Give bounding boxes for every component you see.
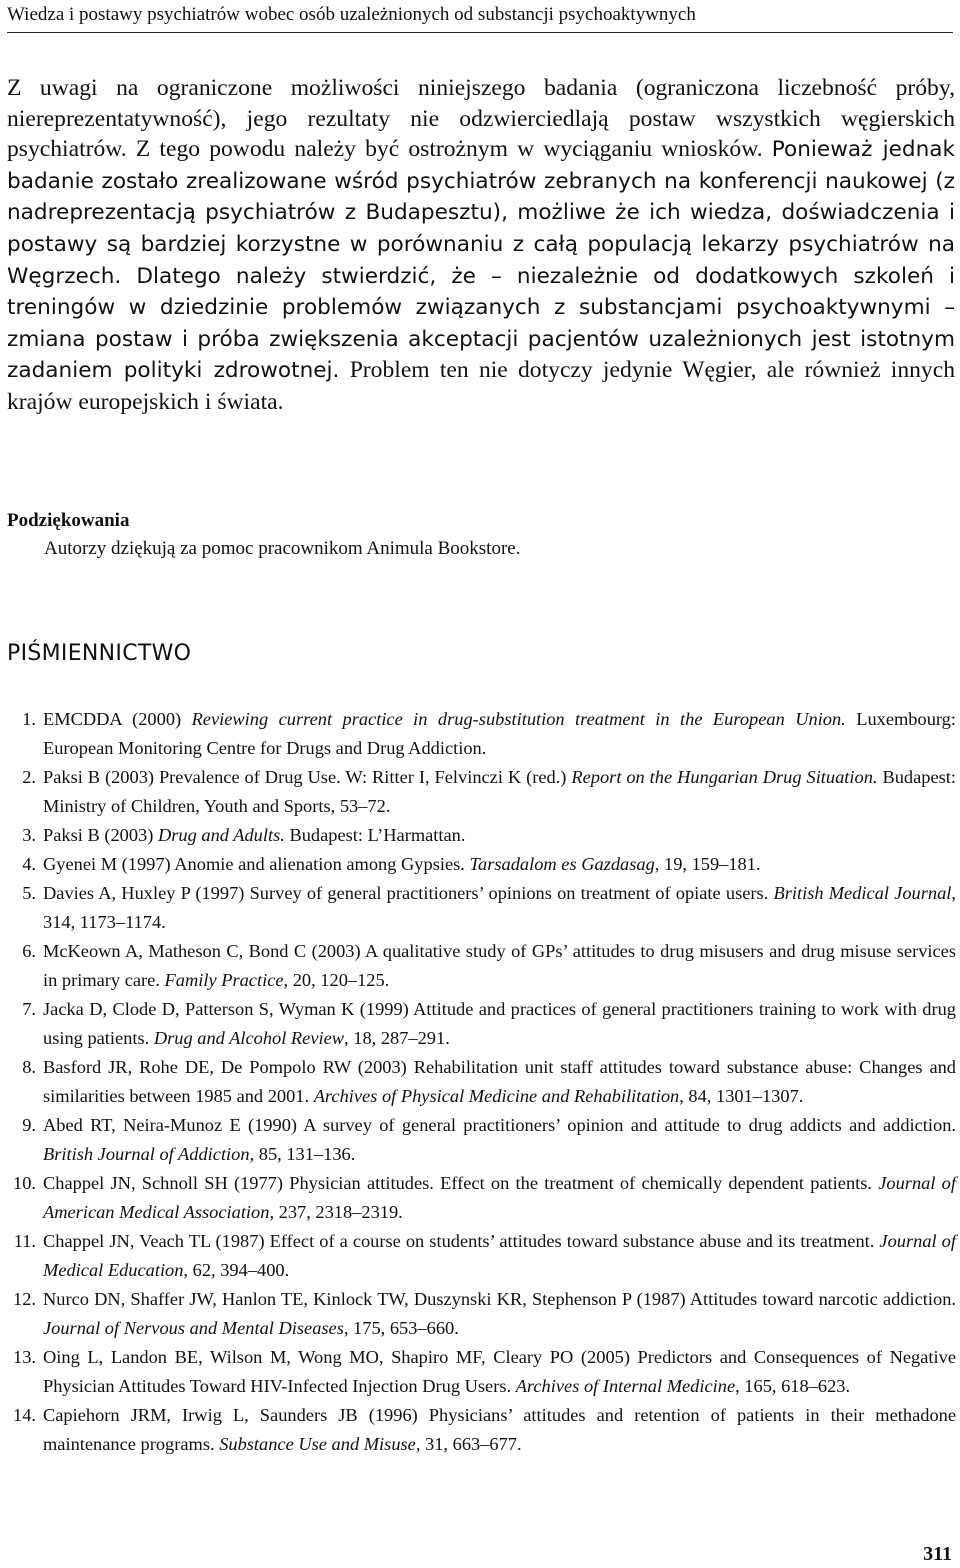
reference-title: Substance Use and Misuse (219, 1434, 416, 1454)
reference-title: Drug and Adults. (157, 825, 285, 845)
paragraph-text-sans: Ponieważ jednak badanie zostało zrealizowane wśród psychiatrów zebranych na konferencji naukowej (z nadreprezentacją psychiatrów z Budapesztu), możliwe że ich wiedza, doświadczenia i postawy są bardziej korzystne w porównaniu z całą populacją lekarzy psychiatrów na Węgrzech. Dlatego należy stwierdzić, że – niezależnie od dodatkowych szkoleń i treningów w dziedzinie problemów związanych z substancjami psychoaktywnymi – zmiana postaw i próba zwiększenia akceptacji pacjentów uzależnionych jest istotnym zadaniem polityki zdrowotnej. (7, 137, 955, 384)
reference-details: Luxembourg: European Monitoring Centre for Drugs and Drug Addiction. (43, 709, 956, 758)
reference-item (0, 937, 956, 995)
reference-text: Chappel JN, Veach TL (1987) Effect of a course on students’ attitudes toward substance abuse and its treatment. (43, 1231, 880, 1251)
reference-item (0, 763, 956, 821)
reference-number: 14. (13, 1405, 36, 1425)
reference-details: , 175, 653–660. (343, 1318, 459, 1338)
reference-number: 11. (13, 1231, 36, 1251)
reference-item (0, 1111, 956, 1169)
reference-details: , 31, 663–677. (415, 1434, 522, 1454)
references-list (0, 705, 956, 1459)
reference-details: , 237, 2318–2319. (269, 1202, 403, 1222)
reference-title: Archives of Physical Medicine and Rehabilitation (313, 1086, 680, 1106)
reference-title: Drug and Alcohol Review (153, 1028, 345, 1048)
reference-number: 9. (22, 1115, 36, 1135)
reference-details: , 165, 618–623. (735, 1376, 851, 1396)
acknowledgements-title: Podziękowania (7, 510, 130, 531)
reference-text: Nurco DN, Shaffer JW, Hanlon TE, Kinlock TW, Duszynski KR, Stephenson P (1987) Attitudes toward narcotic addiction. (43, 1289, 956, 1309)
reference-details: Budapest: L’Harmattan. (284, 825, 466, 845)
reference-title: British Medical Journal (773, 883, 952, 903)
reference-text: Jacka D, Clode D, Patterson S, Wyman K (1999) Attitude and practices of general practitioners training to work with drug using patients. (43, 999, 956, 1048)
reference-text: Oing L, Landon BE, Wilson M, Wong MO, Shapiro MF, Cleary PO (2005) Predictors and Consequences of Negative Physician Attitudes Toward HIV-Infected Injection Drug Users. (43, 1347, 956, 1396)
reference-item (0, 1169, 956, 1227)
reference-item (0, 1053, 956, 1111)
reference-text: McKeown A, Matheson C, Bond C (2003) A qualitative study of GPs’ attitudes to drug misusers and drug misuse services in primary care. (43, 941, 956, 990)
reference-number: 3. (22, 825, 36, 845)
reference-item (0, 1285, 956, 1343)
reference-title: Journal of Medical Education (43, 1231, 956, 1280)
reference-item (0, 1401, 956, 1459)
reference-text: Paksi B (2003) (43, 825, 158, 845)
reference-details: Budapest: Ministry of Children, Youth and Sports, 53–72. (43, 767, 957, 816)
reference-text: EMCDDA (2000) (43, 709, 192, 729)
reference-title: Family Practice (164, 970, 284, 990)
reference-item (0, 1227, 956, 1285)
running-title: Wiedza i postawy psychiatrów wobec osób uzależnionych od substancji psychoaktywnych (7, 4, 953, 33)
references-heading: PIŚMIENNICTWO (7, 641, 192, 666)
reference-number: 5. (22, 883, 36, 903)
reference-text: Davies A, Huxley P (1997) Survey of general practitioners’ opinions on treatment of opiate users. (43, 883, 774, 903)
reference-text: Abed RT, Neira-Munoz E (1990) A survey of general practitioners’ opinion and attitude to drug addicts and addiction. (43, 1115, 956, 1135)
paragraph-text-serif: Z uwagi na ograniczone możliwości niniejszego badania (ograniczona liczebność próby, niereprezentatywność), jego rezultaty nie odzwierciedlają postaw wszystkich węgierskich psychiatrów. Z tego powodu należy być ostrożnym w wyciąganiu wniosków. (7, 75, 955, 163)
reference-title: Journal of Nervous and Mental Diseases (43, 1318, 344, 1338)
reference-number: 6. (22, 941, 36, 961)
reference-number: 4. (22, 854, 36, 874)
reference-details: , 85, 131–136. (249, 1144, 356, 1164)
reference-title: Journal of American Medical Association (43, 1173, 956, 1222)
reference-number: 1. (22, 709, 36, 729)
acknowledgements-text: Autorzy dziękują za pomoc pracownikom Animula Bookstore. (44, 538, 521, 559)
reference-text: Chappel JN, Schnoll SH (1977) Physician attitudes. Effect on the treatment of chemically dependent patients. (43, 1173, 879, 1193)
reference-item (0, 879, 956, 937)
page-number: 311 (923, 1543, 952, 1565)
reference-title: Tarsadalom es Gazdasag (469, 854, 655, 874)
reference-number: 2. (22, 767, 36, 787)
reference-text: Paksi B (2003) Prevalence of Drug Use. W: Ritter I, Felvinczi K (red.) (43, 767, 572, 787)
reference-details: , 62, 394–400. (183, 1260, 290, 1280)
reference-title: Archives of Internal Medicine (515, 1376, 736, 1396)
reference-item (0, 1343, 956, 1401)
paragraph-text-serif-end: Problem ten nie dotyczy jedynie Węgier, ale również innych krajów europejskich i świata. (7, 357, 955, 415)
reference-number: 8. (22, 1057, 36, 1077)
reference-details: , 84, 1301–1307. (679, 1086, 804, 1106)
reference-details: , 18, 287–291. (344, 1028, 450, 1048)
reference-item (0, 995, 956, 1053)
reference-title: Report on the Hungarian Drug Situation. (571, 767, 878, 787)
reference-item (0, 850, 956, 879)
reference-text: Basford JR, Rohe DE, De Pompolo RW (2003) Rehabilitation unit staff attitudes toward substance abuse: Changes and similarities between 1985 and 2001. (43, 1057, 956, 1106)
reference-item (0, 705, 956, 763)
discussion-paragraph (7, 73, 955, 418)
reference-title: Reviewing current practice in drug-substitution treatment in the European Union. (191, 709, 846, 729)
reference-number: 13. (13, 1347, 36, 1367)
reference-number: 7. (22, 999, 36, 1019)
reference-number: 10. (13, 1173, 36, 1193)
reference-title: British Journal of Addiction (43, 1144, 250, 1164)
reference-details: , 314, 1173–1174. (43, 883, 957, 932)
reference-text: Gyenei M (1997) Anomie and alienation among Gypsies. (43, 854, 470, 874)
reference-details: , 19, 159–181. (654, 854, 761, 874)
reference-number: 12. (13, 1289, 36, 1309)
reference-details: , 20, 120–125. (283, 970, 390, 990)
reference-item (0, 821, 956, 850)
reference-text: Capiehorn JRM, Irwig L, Saunders JB (1996) Physicians’ attitudes and retention of patients in their methadone maintenance programs. (43, 1405, 956, 1454)
